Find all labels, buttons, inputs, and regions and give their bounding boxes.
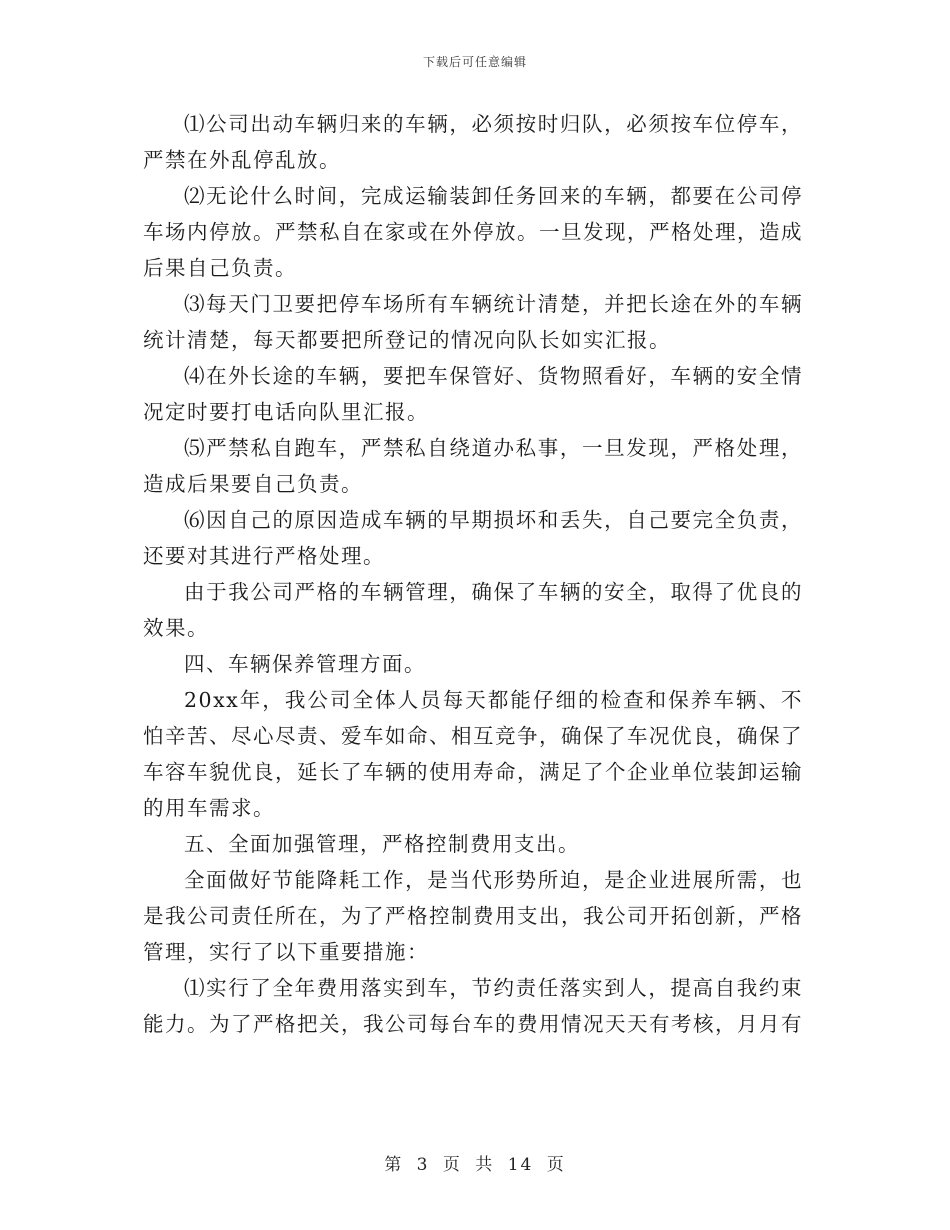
section-heading: 五、全面加强管理，严格控制费用支出。 bbox=[184, 832, 580, 856]
paragraph: 全面做好节能降耗工作，是当代形势所迫，是企业进展所需，也是我公司责任所在，为了严格控制费用支出，我公司开拓创新，严格管理，实行了以下重要措施： bbox=[143, 868, 803, 964]
page-footer: 第 3 页 共 14 页 bbox=[384, 1155, 566, 1175]
document-body bbox=[143, 106, 803, 1042]
paragraph: ⑷在外长途的车辆，要把车保管好、货物照看好，车辆的安全情况定时要打电话向队里汇报。 bbox=[143, 364, 803, 424]
section-heading: 四、车辆保养管理方面。 bbox=[184, 652, 426, 676]
paragraph: ⑶每天门卫要把停车场所有车辆统计清楚，并把长途在外的车辆统计清楚，每天都要把所登记的情况向队长如实汇报。 bbox=[143, 292, 803, 352]
paragraph: ⑴公司出动车辆归来的车辆，必须按时归队，必须按车位停车，严禁在外乱停乱放。 bbox=[143, 112, 803, 172]
paragraph: 20xx年，我公司全体人员每天都能仔细的检查和保养车辆、不怕辛苦、尽心尽责、爱车如命、相互竞争，确保了车况优良，确保了车容车貌优良，延长了车辆的使用寿命，满足了个企业单位装卸运输的用车需求。 bbox=[143, 688, 803, 820]
paragraph: ⑵无论什么时间，完成运输装卸任务回来的车辆，都要在公司停车场内停放。严禁私自在家或在外停放。一旦发现，严格处理，造成后果自己负责。 bbox=[143, 184, 803, 280]
paragraph: 由于我公司严格的车辆管理，确保了车辆的安全，取得了优良的效果。 bbox=[143, 580, 803, 640]
paragraph: ⑹因自己的原因造成车辆的早期损坏和丢失，自己要完全负责，还要对其进行严格处理。 bbox=[143, 508, 803, 568]
paragraph: ⑴实行了全年费用落实到车，节约责任落实到人，提高自我约束能力。为了严格把关，我公司每台车的费用情况天天有考核，月月有 bbox=[143, 976, 803, 1036]
paragraph: ⑸严禁私自跑车，严禁私自绕道办私事，一旦发现，严格处理，造成后果要自己负责。 bbox=[143, 436, 803, 496]
page-header: 下载后可任意编辑 bbox=[422, 55, 527, 69]
